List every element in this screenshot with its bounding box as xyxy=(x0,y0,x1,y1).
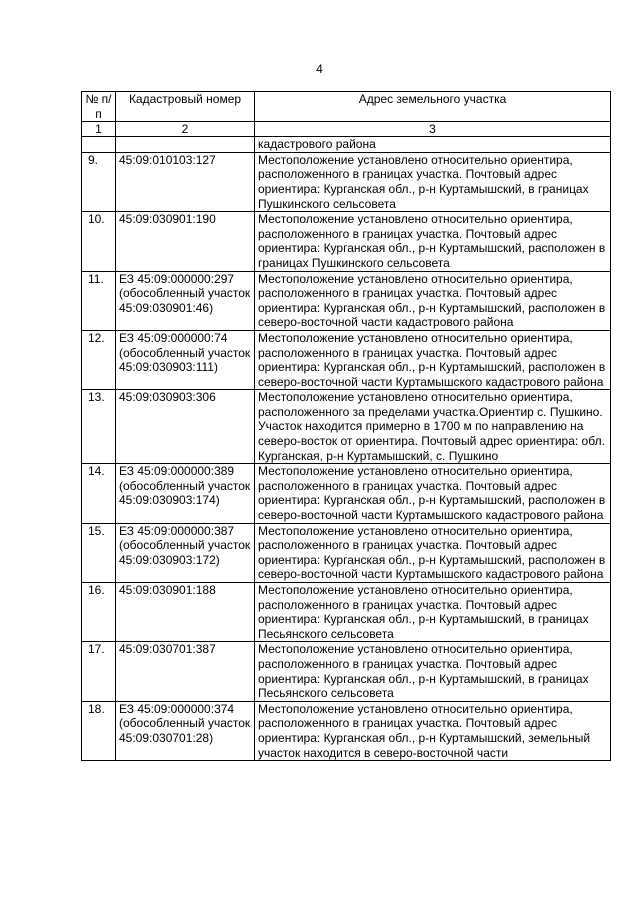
row-address: Местоположение установлено относительно ориентира, расположенного в границах участка. Почтовый адрес ориентира: Курганская обл., р-н Куртамышский, расположен в северо-восточной части Куртамышского кадастрового района xyxy=(255,330,611,389)
table-row xyxy=(82,583,611,642)
row-number: 14. xyxy=(82,464,116,523)
row-address: Местоположение установлено относительно ориентира, расположенного за пределами участка.Ориентир с. Пушкино. Участок находится примерно в 1700 м по направлению на северо-восток от ориентира. Почтовый адрес ориентира: обл. Курганская, р-н Куртамышский, с. Пушкино xyxy=(255,390,611,464)
row-address: Местоположение установлено относительно ориентира, расположенного в границах участка. Почтовый адрес ориентира: Курганская обл., р-н Куртамышский, земельный участок находится в северо-восточной части xyxy=(255,701,611,760)
row-number: 11. xyxy=(82,271,116,330)
table-row xyxy=(82,390,611,464)
column-number-2: 2 xyxy=(116,122,255,137)
land-plots-table xyxy=(81,91,611,761)
row-address: Местоположение установлено относительно ориентира, расположенного в границах участка. Почтовый адрес ориентира: Курганская обл., р-н Куртамышский, в границах Песьянского сельсовета xyxy=(255,583,611,642)
row-cadastral-number: ЕЗ 45:09:000000:389 (обособленный участок 45:09:030903:174) xyxy=(116,464,255,523)
row-cadastral-number: ЕЗ 45:09:000000:374 (обособленный участок 45:09:030701:28) xyxy=(116,701,255,760)
row-cadastral-number: 45:09:030901:190 xyxy=(116,212,255,271)
continuation-row xyxy=(82,137,611,153)
table-row xyxy=(82,701,611,760)
row-address: Местоположение установлено относительно ориентира, расположенного в границах участка. Почтовый адрес ориентира: Курганская обл., р-н Куртамышский, расположен в северо-восточной части Куртамышского кадастрового района xyxy=(255,523,611,582)
table-row xyxy=(82,523,611,582)
row-address: Местоположение установлено относительно ориентира, расположенного в границах участка. Почтовый адрес ориентира: Курганская обл., р-н Куртамышский, в границах Пушкинского сельсовета xyxy=(255,152,611,211)
row-cadastral-number: 45:09:010103:127 xyxy=(116,152,255,211)
page-number: 4 xyxy=(316,62,323,76)
row-address: Местоположение установлено относительно ориентира, расположенного в границах участка. Почтовый адрес ориентира: Курганская обл., р-н Куртамышский, расположен в северо-восточной части кадастрового района xyxy=(255,271,611,330)
row-number: 13. xyxy=(82,390,116,464)
row-number: 10. xyxy=(82,212,116,271)
row-address: Местоположение установлено относительно ориентира, расположенного в границах участка. Почтовый адрес ориентира: Курганская обл., р-н Куртамышский, расположен в границах Пушкинского сельсовета xyxy=(255,212,611,271)
continuation-number xyxy=(82,137,116,153)
row-number: 12. xyxy=(82,330,116,389)
table-row xyxy=(82,330,611,389)
header-number: № п/п xyxy=(82,92,116,122)
row-address: Местоположение установлено относительно ориентира, расположенного в границах участка. Почтовый адрес ориентира: Курганская обл., р-н Куртамышский, в границах Песьянского сельсовета xyxy=(255,642,611,701)
row-cadastral-number: ЕЗ 45:09:000000:297 (обособленный участок 45:09:030901:46) xyxy=(116,271,255,330)
header-cadastral-number: Кадастровый номер xyxy=(116,92,255,122)
row-cadastral-number: ЕЗ 45:09:000000:74 (обособленный участок 45:09:030903:111) xyxy=(116,330,255,389)
row-number: 16. xyxy=(82,583,116,642)
header-address: Адрес земельного участка xyxy=(255,92,611,122)
table-row xyxy=(82,271,611,330)
continuation-cadastral xyxy=(116,137,255,153)
row-number: 15. xyxy=(82,523,116,582)
row-cadastral-number: ЕЗ 45:09:000000:387 (обособленный участок 45:09:030903:172) xyxy=(116,523,255,582)
table-row xyxy=(82,152,611,211)
row-number: 9. xyxy=(82,152,116,211)
table-row xyxy=(82,642,611,701)
row-number: 17. xyxy=(82,642,116,701)
row-cadastral-number: 45:09:030903:306 xyxy=(116,390,255,464)
column-numbering-row xyxy=(82,122,611,137)
row-number: 18. xyxy=(82,701,116,760)
table-row xyxy=(82,212,611,271)
row-cadastral-number: 45:09:030701:387 xyxy=(116,642,255,701)
column-number-3: 3 xyxy=(255,122,611,137)
continuation-address: кадастрового района xyxy=(255,137,611,153)
table-header-row xyxy=(82,92,611,122)
table-row xyxy=(82,464,611,523)
column-number-1: 1 xyxy=(82,122,116,137)
row-cadastral-number: 45:09:030901:188 xyxy=(116,583,255,642)
row-address: Местоположение установлено относительно ориентира, расположенного в границах участка. Почтовый адрес ориентира: Курганская обл., р-н Куртамышский, расположен в северо-восточной части Куртамышского кадастрового района xyxy=(255,464,611,523)
